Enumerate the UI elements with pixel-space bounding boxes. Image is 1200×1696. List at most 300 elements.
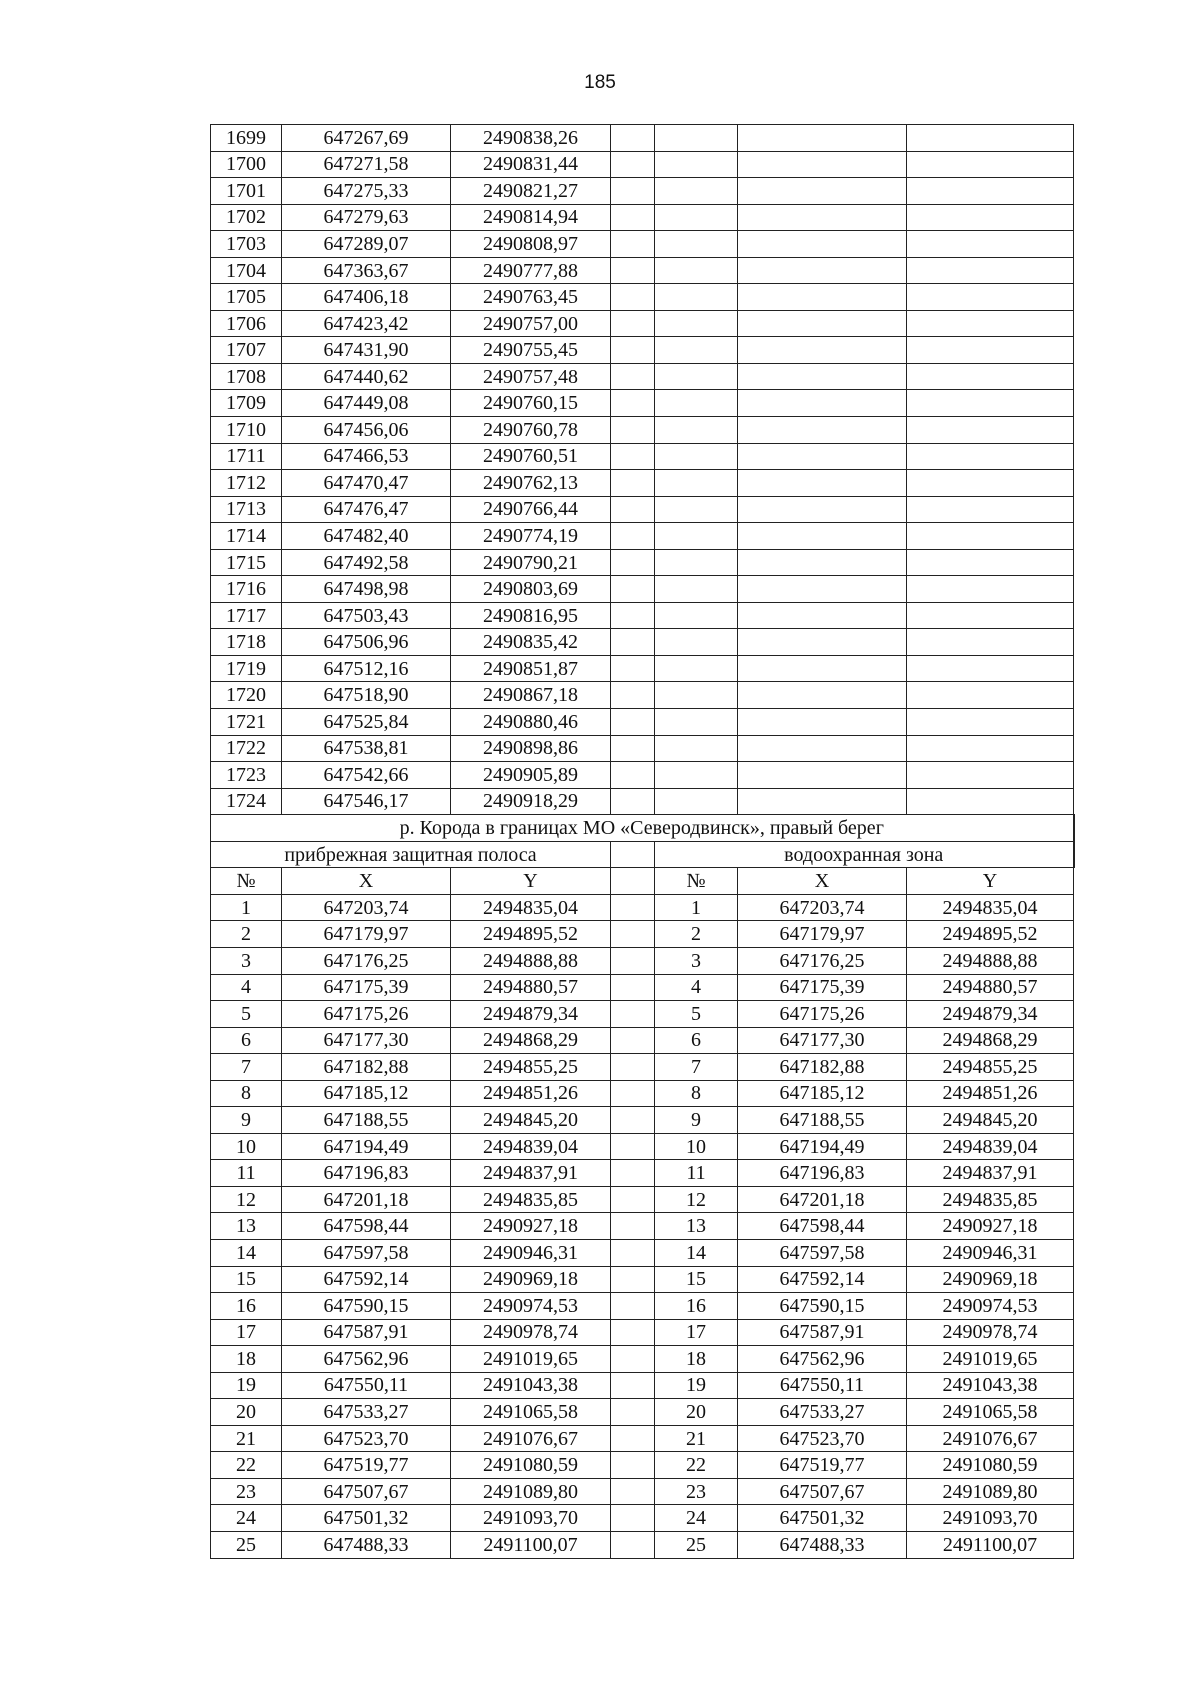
table-row [211,947,1074,974]
right-x-coordinate: 647519,77 [738,1452,907,1479]
empty-cell [655,125,738,152]
left-point-number: 1 [211,894,282,921]
y-coordinate: 2490760,78 [451,417,611,444]
separator-cell [611,1266,655,1293]
table-row [211,443,1074,470]
table-row [211,921,1074,948]
left-x-coordinate: 647533,27 [282,1399,451,1426]
left-point-number: 5 [211,1001,282,1028]
empty-cell [611,602,655,629]
table-row [211,1531,1074,1558]
point-number: 1719 [211,655,282,682]
x-coordinate: 647267,69 [282,125,451,152]
empty-cell [738,576,907,603]
empty-cell [655,629,738,656]
empty-cell [907,788,1074,815]
x-coordinate: 647279,63 [282,204,451,231]
left-x-coordinate: 647597,58 [282,1239,451,1266]
table-row [211,629,1074,656]
separator-cell [611,1054,655,1081]
table-row [211,576,1074,603]
empty-cell [655,337,738,364]
y-coordinate: 2490766,44 [451,496,611,523]
point-number: 1714 [211,523,282,550]
table-row [211,549,1074,576]
empty-cell [738,390,907,417]
x-coordinate: 647275,33 [282,178,451,205]
y-coordinate: 2490867,18 [451,682,611,709]
right-y-coordinate: 2494851,26 [907,1080,1074,1107]
right-point-number: 24 [655,1505,738,1532]
table-row [211,1160,1074,1187]
left-point-number: 3 [211,947,282,974]
empty-cell [655,709,738,736]
y-coordinate: 2490760,15 [451,390,611,417]
table-row [211,1452,1074,1479]
empty-cell [655,496,738,523]
empty-cell [738,443,907,470]
separator-cell [611,974,655,1001]
left-point-number: 16 [211,1293,282,1320]
empty-cell [907,602,1074,629]
point-number: 1720 [211,682,282,709]
left-y-coordinate: 2490927,18 [451,1213,611,1240]
table-row [211,602,1074,629]
empty-cell [655,231,738,258]
empty-cell [655,390,738,417]
right-point-number: 2 [655,921,738,948]
x-coordinate: 647518,90 [282,682,451,709]
point-number: 1721 [211,709,282,736]
empty-cell [907,576,1074,603]
table-row [211,470,1074,497]
empty-cell [907,231,1074,258]
table-row [211,496,1074,523]
left-point-number: 8 [211,1080,282,1107]
table-row [211,1319,1074,1346]
x-coordinate: 647406,18 [282,284,451,311]
left-x-coordinate: 647203,74 [282,894,451,921]
y-coordinate: 2490763,45 [451,284,611,311]
right-y-coordinate: 2491093,70 [907,1505,1074,1532]
empty-cell [611,470,655,497]
empty-cell [655,682,738,709]
empty-cell [611,788,655,815]
point-number: 1716 [211,576,282,603]
table-row [211,1001,1074,1028]
y-coordinate: 2490880,46 [451,709,611,736]
table-row [211,1133,1074,1160]
separator-cell [611,894,655,921]
table-row [211,1293,1074,1320]
empty-cell [655,602,738,629]
right-y-coordinate: 2494879,34 [907,1001,1074,1028]
right-x-coordinate: 647597,58 [738,1239,907,1266]
table-row [211,151,1074,178]
left-x-coordinate: 647176,25 [282,947,451,974]
x-coordinate: 647363,67 [282,257,451,284]
group-title-row [211,841,1074,868]
point-number: 1723 [211,762,282,789]
table-row [211,523,1074,550]
empty-cell [655,204,738,231]
point-number: 1710 [211,417,282,444]
separator-cell [611,921,655,948]
right-point-number: 6 [655,1027,738,1054]
empty-cell [907,151,1074,178]
left-group-title: прибрежная защитная полоса [211,841,611,868]
empty-cell [611,125,655,152]
x-coordinate: 647476,47 [282,496,451,523]
right-group-title: водоохранная зона [655,841,1074,868]
empty-cell [611,337,655,364]
empty-cell [907,390,1074,417]
right-y-coordinate: 2490969,18 [907,1266,1074,1293]
left-y-coordinate: 2491076,67 [451,1425,611,1452]
x-coordinate: 647431,90 [282,337,451,364]
right-y-coordinate: 2494888,88 [907,947,1074,974]
x-coordinate: 647503,43 [282,602,451,629]
left-point-number: 21 [211,1425,282,1452]
table-row [211,310,1074,337]
table-row [211,709,1074,736]
left-x-coordinate: 647175,39 [282,974,451,1001]
top-section-rows [211,125,1074,815]
empty-cell [655,363,738,390]
right-point-number: 25 [655,1531,738,1558]
empty-cell [655,735,738,762]
empty-cell [655,284,738,311]
right-point-number: 5 [655,1001,738,1028]
table-row [211,417,1074,444]
left-y-coordinate: 2494839,04 [451,1133,611,1160]
separator-cell [611,1531,655,1558]
right-point-number: 23 [655,1478,738,1505]
right-x-coordinate: 647185,12 [738,1080,907,1107]
empty-cell [907,655,1074,682]
right-x-coordinate: 647182,88 [738,1054,907,1081]
empty-cell [738,470,907,497]
right-x-coordinate: 647179,97 [738,921,907,948]
left-y-coordinate: 2491089,80 [451,1478,611,1505]
empty-cell [655,655,738,682]
left-y-coordinate: 2491065,58 [451,1399,611,1426]
left-point-number: 9 [211,1107,282,1134]
empty-cell [611,682,655,709]
y-coordinate: 2490835,42 [451,629,611,656]
empty-cell [907,257,1074,284]
left-y-coordinate: 2494879,34 [451,1001,611,1028]
left-y-coordinate: 2491100,07 [451,1531,611,1558]
left-y-coordinate: 2490978,74 [451,1319,611,1346]
empty-cell [738,363,907,390]
empty-cell [738,178,907,205]
empty-cell [738,284,907,311]
right-y-coordinate: 2494835,04 [907,894,1074,921]
right-x-coordinate: 647175,39 [738,974,907,1001]
y-coordinate: 2490777,88 [451,257,611,284]
empty-cell [907,762,1074,789]
empty-cell [611,443,655,470]
x-coordinate: 647542,66 [282,762,451,789]
table-row [211,1186,1074,1213]
left-x-coordinate: 647196,83 [282,1160,451,1187]
column-header-row [211,868,1074,895]
empty-cell [611,735,655,762]
left-x-coordinate: 647182,88 [282,1054,451,1081]
table-row [211,788,1074,815]
left-x-coordinate: 647598,44 [282,1213,451,1240]
empty-cell [738,655,907,682]
x-coordinate: 647492,58 [282,549,451,576]
table-row [211,337,1074,364]
x-coordinate: 647440,62 [282,363,451,390]
left-point-number: 6 [211,1027,282,1054]
right-y-coordinate: 2490927,18 [907,1213,1074,1240]
x-coordinate: 647512,16 [282,655,451,682]
table-row [211,1080,1074,1107]
empty-cell [611,576,655,603]
separator-cell [611,1346,655,1373]
table-row [211,1346,1074,1373]
left-x-coordinate: 647201,18 [282,1186,451,1213]
empty-cell [907,470,1074,497]
right-x-coordinate: 647550,11 [738,1372,907,1399]
right-x-coordinate: 647194,49 [738,1133,907,1160]
right-y-coordinate: 2491065,58 [907,1399,1074,1426]
right-y-coordinate: 2491080,59 [907,1452,1074,1479]
left-header-x: X [282,868,451,895]
left-x-coordinate: 647179,97 [282,921,451,948]
page-number: 185 [584,72,616,93]
left-y-coordinate: 2494845,20 [451,1107,611,1134]
right-y-coordinate: 2491076,67 [907,1425,1074,1452]
right-point-number: 11 [655,1160,738,1187]
empty-cell [611,257,655,284]
empty-cell [655,576,738,603]
left-point-number: 22 [211,1452,282,1479]
left-x-coordinate: 647177,30 [282,1027,451,1054]
empty-cell [655,549,738,576]
point-number: 1708 [211,363,282,390]
table-row [211,1399,1074,1426]
left-x-coordinate: 647194,49 [282,1133,451,1160]
y-coordinate: 2490803,69 [451,576,611,603]
right-point-number: 22 [655,1452,738,1479]
x-coordinate: 647525,84 [282,709,451,736]
table-row [211,1372,1074,1399]
section-header [211,815,1074,895]
right-y-coordinate: 2494868,29 [907,1027,1074,1054]
empty-cell [611,204,655,231]
point-number: 1706 [211,310,282,337]
left-x-coordinate: 647501,32 [282,1505,451,1532]
right-point-number: 17 [655,1319,738,1346]
empty-cell [738,204,907,231]
separator-cell [611,841,655,868]
x-coordinate: 647546,17 [282,788,451,815]
empty-cell [907,337,1074,364]
table-row [211,735,1074,762]
point-number: 1712 [211,470,282,497]
x-coordinate: 647538,81 [282,735,451,762]
right-point-number: 16 [655,1293,738,1320]
point-number: 1707 [211,337,282,364]
empty-cell [611,231,655,258]
empty-cell [907,310,1074,337]
right-header-x: X [738,868,907,895]
table-row [211,655,1074,682]
left-x-coordinate: 647592,14 [282,1266,451,1293]
right-y-coordinate: 2494835,85 [907,1186,1074,1213]
x-coordinate: 647470,47 [282,470,451,497]
table-row [211,1266,1074,1293]
empty-cell [655,178,738,205]
empty-cell [738,417,907,444]
empty-cell [655,443,738,470]
left-y-coordinate: 2494835,04 [451,894,611,921]
empty-cell [611,709,655,736]
right-x-coordinate: 647188,55 [738,1107,907,1134]
table-row [211,125,1074,152]
right-point-number: 14 [655,1239,738,1266]
y-coordinate: 2490905,89 [451,762,611,789]
right-y-coordinate: 2491100,07 [907,1531,1074,1558]
empty-cell [611,496,655,523]
empty-cell [738,735,907,762]
empty-cell [738,602,907,629]
empty-cell [611,284,655,311]
right-point-number: 13 [655,1213,738,1240]
empty-cell [738,310,907,337]
left-y-coordinate: 2494837,91 [451,1160,611,1187]
right-y-coordinate: 2494880,57 [907,974,1074,1001]
right-point-number: 15 [655,1266,738,1293]
table-row [211,1054,1074,1081]
right-point-number: 3 [655,947,738,974]
empty-cell [611,629,655,656]
table-row [211,231,1074,258]
separator-cell [611,1293,655,1320]
table-row [211,390,1074,417]
left-point-number: 17 [211,1319,282,1346]
point-number: 1718 [211,629,282,656]
empty-cell [907,363,1074,390]
separator-cell [611,1160,655,1187]
left-y-coordinate: 2494888,88 [451,947,611,974]
right-x-coordinate: 647488,33 [738,1531,907,1558]
left-y-coordinate: 2491093,70 [451,1505,611,1532]
empty-cell [655,470,738,497]
left-x-coordinate: 647185,12 [282,1080,451,1107]
empty-cell [655,762,738,789]
separator-cell [611,1186,655,1213]
x-coordinate: 647466,53 [282,443,451,470]
right-point-number: 8 [655,1080,738,1107]
table-row [211,1425,1074,1452]
empty-cell [738,523,907,550]
left-point-number: 19 [211,1372,282,1399]
left-header-y: Y [451,868,611,895]
empty-cell [907,523,1074,550]
point-number: 1724 [211,788,282,815]
left-x-coordinate: 647550,11 [282,1372,451,1399]
empty-cell [738,682,907,709]
empty-cell [907,549,1074,576]
right-y-coordinate: 2494837,91 [907,1160,1074,1187]
separator-cell [611,1478,655,1505]
empty-cell [738,337,907,364]
left-point-number: 23 [211,1478,282,1505]
right-point-number: 10 [655,1133,738,1160]
point-number: 1702 [211,204,282,231]
separator-cell [611,947,655,974]
y-coordinate: 2490814,94 [451,204,611,231]
left-y-coordinate: 2494868,29 [451,1027,611,1054]
separator-cell [611,1027,655,1054]
empty-cell [738,629,907,656]
empty-cell [655,417,738,444]
empty-cell [655,151,738,178]
right-header-y: Y [907,868,1074,895]
empty-cell [738,496,907,523]
right-x-coordinate: 647523,70 [738,1425,907,1452]
empty-cell [907,629,1074,656]
y-coordinate: 2490918,29 [451,788,611,815]
section-title-row [211,815,1074,842]
right-x-coordinate: 647176,25 [738,947,907,974]
left-point-number: 20 [211,1399,282,1426]
right-y-coordinate: 2490978,74 [907,1319,1074,1346]
table-row [211,1213,1074,1240]
point-number: 1700 [211,151,282,178]
empty-cell [907,735,1074,762]
empty-cell [907,178,1074,205]
empty-cell [738,788,907,815]
right-header-number: № [655,868,738,895]
right-x-coordinate: 647507,67 [738,1478,907,1505]
separator-cell [611,1001,655,1028]
right-y-coordinate: 2491019,65 [907,1346,1074,1373]
empty-cell [611,523,655,550]
empty-cell [907,709,1074,736]
empty-cell [738,257,907,284]
right-point-number: 7 [655,1054,738,1081]
left-y-coordinate: 2494851,26 [451,1080,611,1107]
left-y-coordinate: 2490974,53 [451,1293,611,1320]
left-x-coordinate: 647188,55 [282,1107,451,1134]
x-coordinate: 647423,42 [282,310,451,337]
left-x-coordinate: 647587,91 [282,1319,451,1346]
empty-cell [611,655,655,682]
empty-cell [907,204,1074,231]
left-x-coordinate: 647562,96 [282,1346,451,1373]
left-point-number: 13 [211,1213,282,1240]
empty-cell [907,125,1074,152]
left-y-coordinate: 2494880,57 [451,974,611,1001]
right-y-coordinate: 2490946,31 [907,1239,1074,1266]
right-y-coordinate: 2494895,52 [907,921,1074,948]
right-x-coordinate: 647177,30 [738,1027,907,1054]
table-row [211,974,1074,1001]
left-point-number: 10 [211,1133,282,1160]
y-coordinate: 2490821,27 [451,178,611,205]
right-point-number: 1 [655,894,738,921]
empty-cell [611,390,655,417]
table-row [211,894,1074,921]
empty-cell [611,549,655,576]
left-point-number: 11 [211,1160,282,1187]
